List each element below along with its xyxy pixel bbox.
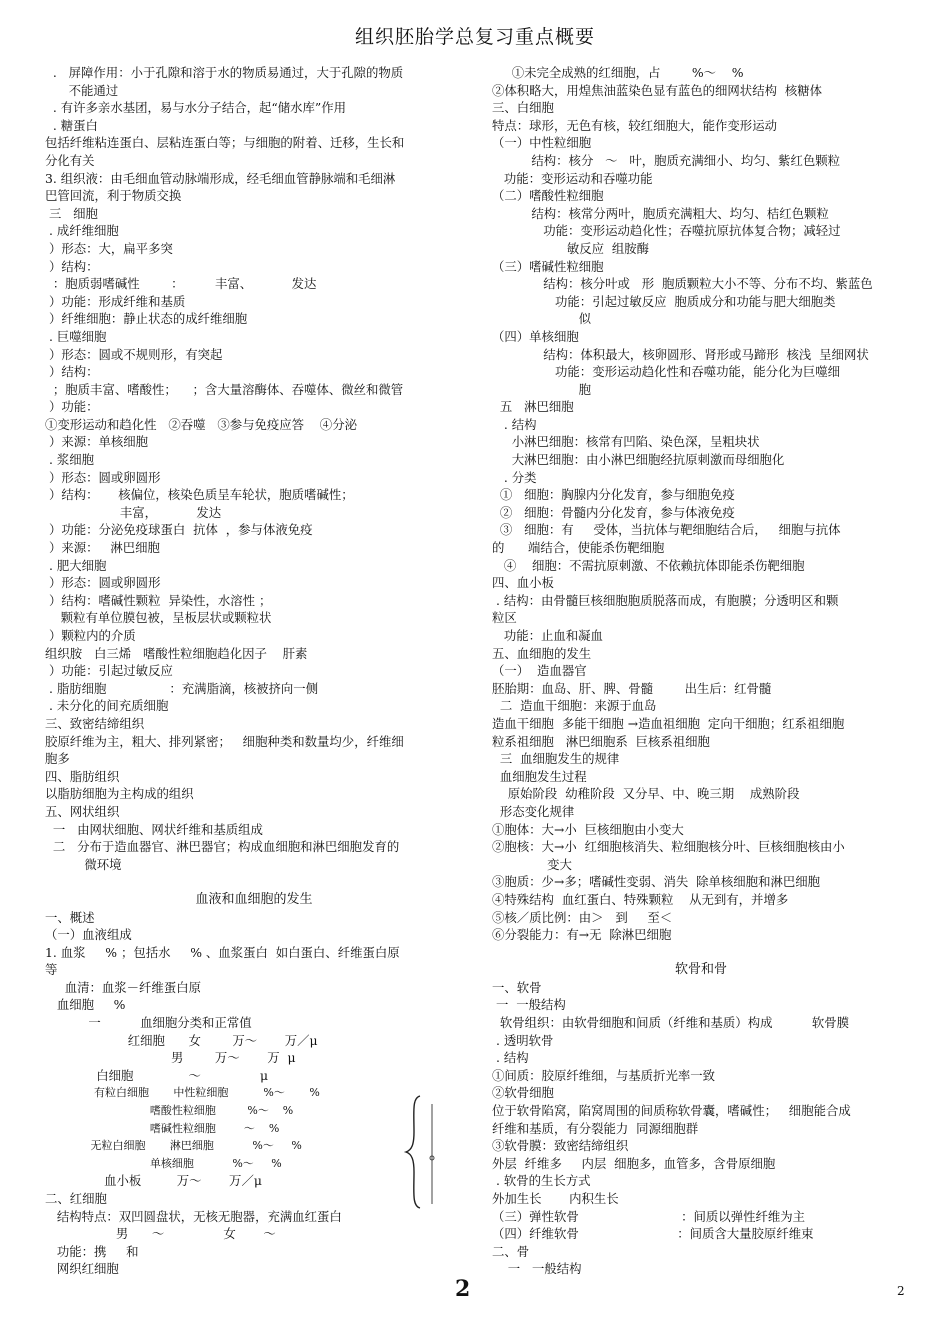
text-line: 功能：止血和凝血 bbox=[492, 628, 603, 643]
text-line: 一 一般结构 bbox=[492, 1261, 582, 1277]
text-line: 白细胞 ～ μ bbox=[45, 1067, 269, 1083]
text-line: ）功能：形成纤维和基质 bbox=[45, 293, 186, 309]
text-line: 丰富， 发达 bbox=[45, 504, 222, 520]
text-line: 男 万～ 万 μ bbox=[45, 1050, 296, 1066]
text-line: . 屏障作用：小于孔隙和溶于水的物质易通过，大于孔隙的物质 bbox=[45, 65, 404, 80]
text-line: 四、血小板 bbox=[492, 575, 554, 591]
text-line: 男 ～ 女 ～ bbox=[45, 1226, 276, 1242]
text-line bbox=[492, 944, 910, 962]
text-line: 四、脂肪组织 bbox=[45, 768, 120, 784]
text-line: 血细胞发生过程 bbox=[492, 768, 587, 784]
text-line: （四）纤维软骨 ：间质含大量胶原纤维束 bbox=[492, 1226, 814, 1242]
text-line: 功能：变形运动趋化性；吞噬抗原抗体复合物；减轻过 bbox=[492, 223, 841, 239]
text-line: 二、红细胞 bbox=[45, 1191, 107, 1206]
left-column bbox=[45, 64, 463, 1278]
text-line: 一 血细胞分类和正常值 bbox=[45, 1015, 252, 1031]
text-line: 血小板 万～ 万／μ bbox=[45, 1173, 262, 1189]
page-title: 组织胚胎学总复习重点概要 bbox=[354, 26, 595, 48]
text-line: 功能：变形运动趋化性和吞噬功能，能分化为巨噬细 bbox=[492, 364, 841, 380]
text-line: （一） 造血器官 bbox=[492, 663, 587, 679]
text-line: ②体积略大，用煌焦油蓝染色显有蓝色的细网状结构 核糖体 bbox=[492, 82, 823, 98]
text-line: 二 分布于造血器官、淋巴器官；构成血细胞和淋巴细胞发育的 bbox=[45, 839, 400, 855]
text-line: 嗜碱性粒细胞 ～ % bbox=[45, 1121, 280, 1135]
text-line: （三）嗜碱性粒细胞 bbox=[492, 258, 604, 274]
text-line: 三、致密结缔组织 bbox=[45, 715, 145, 731]
text-line: （一）血液组成 bbox=[45, 927, 132, 943]
text-line: 单核细胞 %～ % bbox=[45, 1156, 282, 1170]
right-column bbox=[492, 64, 910, 1278]
text-line: 胶原纤维为主，粗大、排列紧密； 细胞种类和数量均少，纤维细 bbox=[45, 733, 404, 749]
text-line: 结构：核常分两叶，胞质充满粗大、均匀、桔红色颗粒 bbox=[492, 205, 829, 221]
text-line: 的 端结合，使能杀伤靶细胞 bbox=[492, 540, 665, 556]
text-line: ②胞核：大→小 红细胞核消失、粒细胞核分叶、巨核细胞核由小 bbox=[492, 839, 845, 855]
text-line: 血细胞 % bbox=[45, 997, 126, 1013]
text-line: 敏反应 组胺酶 bbox=[492, 240, 650, 256]
text-line: 功能：携 和 bbox=[45, 1243, 139, 1259]
text-line: 一 由网状细胞、网状纤维和基质组成 bbox=[45, 821, 263, 837]
section-heading: 血液和血细胞的发生 bbox=[195, 891, 313, 907]
text-line: ①未完全成熟的红细胞，占 %～ % bbox=[492, 65, 744, 80]
text-line bbox=[45, 873, 463, 891]
text-line: 3. 组织液：由毛细血管动脉端形成，经毛细血管静脉端和毛细淋 bbox=[45, 170, 396, 186]
text-line: 形态变化规律 bbox=[492, 803, 575, 819]
text-line: 颗粒有单位膜包被，呈板层状或颗粒状 bbox=[45, 610, 272, 626]
text-line: 一、概述 bbox=[45, 909, 95, 925]
text-line: 微环境 bbox=[45, 856, 122, 872]
text-line: ①变形运动和趋化性 ②吞噬 ③参与免疫应答 ④分泌 bbox=[45, 416, 357, 432]
text-line: ）形态：圆或不规则形，有突起 bbox=[45, 346, 223, 362]
text-line: 血清：血浆－纤维蛋白原 bbox=[45, 979, 201, 995]
text-line: 一 一般结构 bbox=[492, 997, 566, 1013]
text-line: 五、网状组织 bbox=[45, 803, 120, 819]
text-line: 功能：引起过敏反应 胞质成分和功能与肥大细胞类 bbox=[492, 293, 836, 309]
text-line: 特点：球形，无色有核，较红细胞大，能作变形运动 bbox=[492, 117, 777, 133]
text-line: 不能通过 bbox=[45, 82, 119, 98]
text-line: . 糖蛋白 bbox=[45, 117, 98, 133]
text-line: ）来源： 淋巴细胞 bbox=[45, 540, 160, 556]
text-line: 结构：核分 ～ 叶，胞质充满细小、均匀、紫红色颗粒 bbox=[492, 152, 841, 168]
text-line: . 结构 bbox=[492, 416, 537, 432]
text-line: ①胞体：大→小 巨核细胞由小变大 bbox=[492, 821, 684, 837]
text-line: ；胞质丰富、嗜酸性； ；含大量溶酶体、吞噬体、微丝和微管 bbox=[45, 381, 404, 397]
page-number-small: 2 bbox=[897, 1284, 905, 1298]
page-number-large: 2 bbox=[455, 1276, 471, 1302]
text-line: 三 细胞 bbox=[45, 205, 98, 221]
text-line: ）来源：单核细胞 bbox=[45, 434, 149, 450]
text-line: 二 造血干细胞：来源于血岛 bbox=[492, 698, 657, 714]
text-line: 外层 纤维多 内层 细胞多，血管多，含骨原细胞 bbox=[492, 1155, 776, 1171]
text-line: ⑤核／质比例：由＞ 到 至＜ bbox=[492, 909, 673, 925]
text-line: . 软骨的生长方式 bbox=[492, 1173, 591, 1189]
text-line: ③软骨膜：致密结缔组织 bbox=[492, 1138, 629, 1154]
text-line: ④特殊结构 血红蛋白、特殊颗粒 从无到有，并增多 bbox=[492, 891, 789, 907]
text-line: . 分类 bbox=[492, 469, 537, 485]
text-line: ① 细胞：胸腺内分化发育，参与细胞免疫 bbox=[492, 487, 735, 503]
text-line: . 透明软骨 bbox=[492, 1032, 554, 1048]
text-line: . 有许多亲水基团，易与水分子结合，起“储水库”作用 bbox=[45, 100, 347, 116]
text-line: 似 bbox=[492, 311, 592, 327]
text-line: ⑥分裂能力：有→无 除淋巴细胞 bbox=[492, 927, 672, 943]
text-line: . 巨噬细胞 bbox=[45, 328, 107, 344]
text-line: 二、骨 bbox=[492, 1243, 530, 1259]
text-line: ）结构： bbox=[45, 258, 99, 274]
text-line: ②软骨细胞 bbox=[492, 1085, 554, 1101]
text-line: ④ 细胞：不需抗原刺激、不依赖抗体即能杀伤靶细胞 bbox=[492, 557, 805, 573]
text-line: ）颗粒内的介质 bbox=[45, 628, 136, 643]
text-line: ：胞质弱嗜碱性 ： 丰富、 发达 bbox=[45, 276, 317, 292]
text-line: 等 bbox=[45, 962, 58, 978]
text-line: 纤维和基质，有分裂能力 同源细胞群 bbox=[492, 1120, 699, 1136]
text-line: （二）嗜酸性粒细胞 bbox=[492, 188, 604, 204]
text-line: 组织胺 白三烯 嗜酸性粒细胞趋化因子 肝素 bbox=[45, 645, 308, 661]
text-line: 五 淋巴细胞 bbox=[492, 399, 574, 415]
text-line: 原始阶段 幼稚阶段 又分早、中、晚三期 成熟阶段 bbox=[492, 786, 800, 802]
text-line: 外加生长 内积生长 bbox=[492, 1191, 619, 1206]
text-line: ③胞质：少→多；嗜碱性变弱、消失 除单核细胞和淋巴细胞 bbox=[492, 874, 821, 890]
text-line: ①间质：胶原纤维细，与基质折光率一致 bbox=[492, 1067, 716, 1083]
text-line: ）结构： 核偏位，核染色质呈车轮状，胞质嗜碱性； bbox=[45, 487, 354, 503]
text-line: 大淋巴细胞：由小淋巴细胞经抗原刺激而母细胞化 bbox=[492, 452, 785, 468]
text-line: . 结构 bbox=[492, 1050, 529, 1066]
text-line: ）结构：嗜碱性颗粒 异染性，水溶性 ； bbox=[45, 592, 272, 608]
text-line: 三、白细胞 bbox=[492, 100, 554, 116]
text-line: 胞多 bbox=[45, 751, 70, 767]
text-line: 以脂肪细胞为主构成的组织 bbox=[45, 786, 194, 802]
text-line: 胚胎期：血岛、肝、脾、骨髓 出生后：红骨髓 bbox=[492, 680, 772, 696]
text-line: ③ 细胞：有 受体，当抗体与靶细胞结合后， 细胞与抗体 bbox=[492, 522, 841, 538]
text-line: 结构特点：双凹圆盘状，无核无胞器，充满血红蛋白 bbox=[45, 1208, 342, 1224]
text-line: ）功能：引起过敏反应 bbox=[45, 663, 173, 679]
text-line: 五、血细胞的发生 bbox=[492, 645, 592, 661]
text-line: 小淋巴细胞：核常有凹陷、染色深，呈粗块状 bbox=[492, 434, 760, 450]
text-line: 结构：核分叶或 形 胞质颗粒大小不等、分布不均、紫蓝色 bbox=[492, 276, 873, 292]
text-line: （三）弹性软骨 ：间质以弹性纤维为主 bbox=[492, 1208, 806, 1224]
text-line: 无粒白细胞 淋巴细胞 %～ % bbox=[45, 1139, 302, 1153]
text-line: ）形态：圆或卵圆形 bbox=[45, 575, 161, 591]
text-line: . 肥大细胞 bbox=[45, 557, 107, 573]
text-line: （一）中性粒细胞 bbox=[492, 135, 592, 151]
text-line: 三 血细胞发生的规律 bbox=[492, 751, 620, 767]
text-line: 功能：变形运动和吞噬功能 bbox=[492, 170, 653, 186]
text-line: . 脂肪细胞 ：充满脂滴，核被挤向一侧 bbox=[45, 680, 319, 696]
text-line: 粒系祖细胞 淋巴细胞系 巨核系祖细胞 bbox=[492, 733, 710, 749]
section-heading: 软骨和骨 bbox=[674, 962, 727, 978]
text-line: . 未分化的间充质细胞 bbox=[45, 698, 169, 714]
text-line: 粒区 bbox=[492, 610, 517, 626]
text-line: 巴管回流，利于物质交换 bbox=[45, 188, 182, 204]
text-line: ）纤维细胞：静止状态的成纤维细胞 bbox=[45, 311, 248, 327]
text-line: ② 细胞：骨髓内分化发育，参与体液免疫 bbox=[492, 504, 735, 520]
text-line: 位于软骨陷窝，陷窝周围的间质称软骨囊，嗜碱性； 细胞能合成 bbox=[492, 1103, 851, 1119]
text-line: ）功能：分泌免疫球蛋白 抗体 ，参与体液免疫 bbox=[45, 522, 313, 538]
text-line: . 成纤维细胞 bbox=[45, 223, 119, 239]
text-line: 分化有关 bbox=[45, 152, 95, 168]
text-line: . 结构：由骨髓巨核细胞胞质脱落而成，有胞膜；分透明区和颗 bbox=[492, 592, 839, 608]
text-line: 红细胞 女 万～ 万／μ bbox=[45, 1032, 318, 1048]
text-line: . 浆细胞 bbox=[45, 452, 94, 468]
text-line: ）形态：圆或卵圆形 bbox=[45, 469, 161, 485]
text-line: 有粒白细胞 中性粒细胞 %～ % bbox=[45, 1086, 320, 1100]
text-line: 1. 血浆 % ；包括水 % 、血浆蛋白 如白蛋白、纤维蛋白原 bbox=[45, 944, 400, 960]
text-line: （四）单核细胞 bbox=[492, 328, 579, 344]
text-line: 一、软骨 bbox=[492, 979, 542, 995]
text-line: ）功能： bbox=[45, 399, 99, 415]
text-line: 网织红细胞 bbox=[45, 1261, 119, 1277]
text-line: 造血干细胞 多能干细胞 →造血祖细胞 定向干细胞；红系祖细胞 bbox=[492, 715, 845, 731]
text-line: 嗜酸性粒细胞 %～ % bbox=[45, 1104, 294, 1118]
text-line: 包括纤维粘连蛋白、层粘连蛋白等；与细胞的附着、迁移，生长和 bbox=[45, 135, 405, 151]
brace-icon bbox=[402, 1092, 442, 1212]
text-line: 胞 bbox=[492, 381, 592, 397]
text-line: ）结构： bbox=[45, 364, 99, 380]
text-line: 结构：体积最大，核卵圆形、肾形或马蹄形 核浅 呈细网状 bbox=[492, 346, 869, 362]
text-line: 软骨组织：由软骨细胞和间质（纤维和基质）构成 软骨膜 bbox=[492, 1015, 850, 1031]
text-line: 变大 bbox=[492, 856, 572, 872]
text-line: ）形态：大，扁平多突 bbox=[45, 240, 173, 256]
